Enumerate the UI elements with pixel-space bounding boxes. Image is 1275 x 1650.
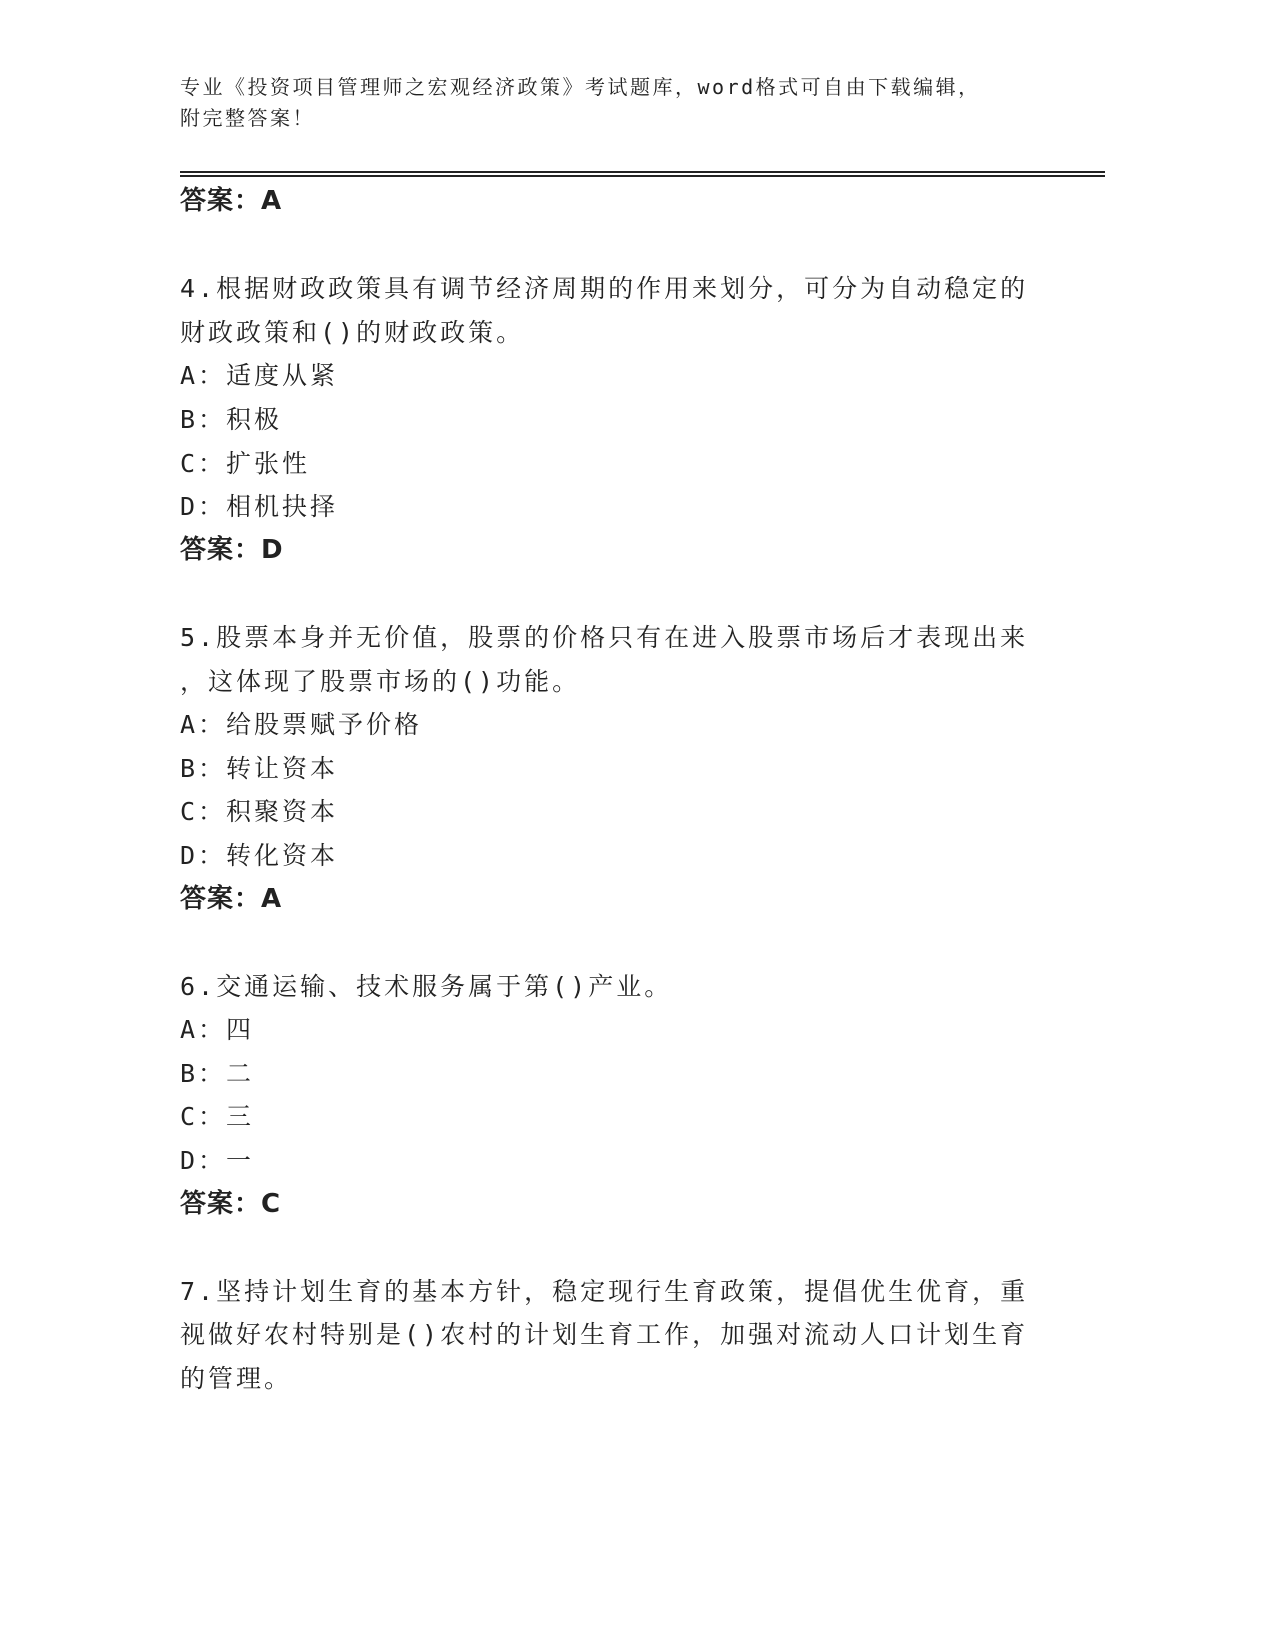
answer-line: 答案：D: [180, 534, 284, 565]
option-b: B：积极: [180, 404, 283, 434]
header-line: 专业《投资项目管理师之宏观经济政策》考试题库，word格式可自由下载编辑，: [180, 75, 981, 99]
answer-line: 答案：A: [180, 186, 283, 216]
question-text-line: 7.坚持计划生育的基本方针，稳定现行生育政策，提倡优生优育，重: [180, 1276, 1029, 1306]
document-header: [180, 72, 1080, 134]
option-a: A：四: [180, 1015, 255, 1045]
header-double-rule: [180, 171, 1105, 177]
question-block: [180, 267, 1080, 572]
option-c: C：三: [180, 1102, 255, 1132]
answer-line: 答案：A: [180, 883, 283, 914]
option-b: B：二: [180, 1058, 255, 1088]
option-c: C：扩张性: [180, 448, 311, 478]
answer-line: 答案：C: [180, 1188, 282, 1219]
question-block: [180, 965, 1080, 1227]
document-body: [180, 180, 1080, 1401]
option-a: A：适度从紧: [180, 361, 339, 391]
option-d: D：一: [180, 1146, 255, 1176]
option-d: D：转化资本: [180, 840, 339, 870]
question-block: [180, 1270, 1080, 1401]
question-text-line: ，这体现了股票市场的()功能。: [180, 666, 581, 696]
question-text-line: 财政政策和()的财政政策。: [180, 317, 525, 347]
question-text-line: 4.根据财政政策具有调节经济周期的作用来划分，可分为自动稳定的: [180, 274, 1029, 304]
question-text-line: 视做好农村特别是()农村的计划生育工作，加强对流动人口计划生育: [180, 1320, 1029, 1350]
option-a: A：给股票赋予价格: [180, 710, 423, 740]
question-text-line: 5.股票本身并无价值，股票的价格只有在进入股票市场后才表现出来: [180, 622, 1029, 652]
option-d: D：相机抉择: [180, 492, 339, 522]
question-block: [180, 616, 1080, 921]
option-b: B：转让资本: [180, 753, 339, 783]
question-text-line: 的管理。: [180, 1364, 293, 1394]
header-line: 附完整答案！: [180, 106, 315, 130]
question-text-line: 6.交通运输、技术服务属于第()产业。: [180, 971, 673, 1001]
option-c: C：积聚资本: [180, 797, 339, 827]
